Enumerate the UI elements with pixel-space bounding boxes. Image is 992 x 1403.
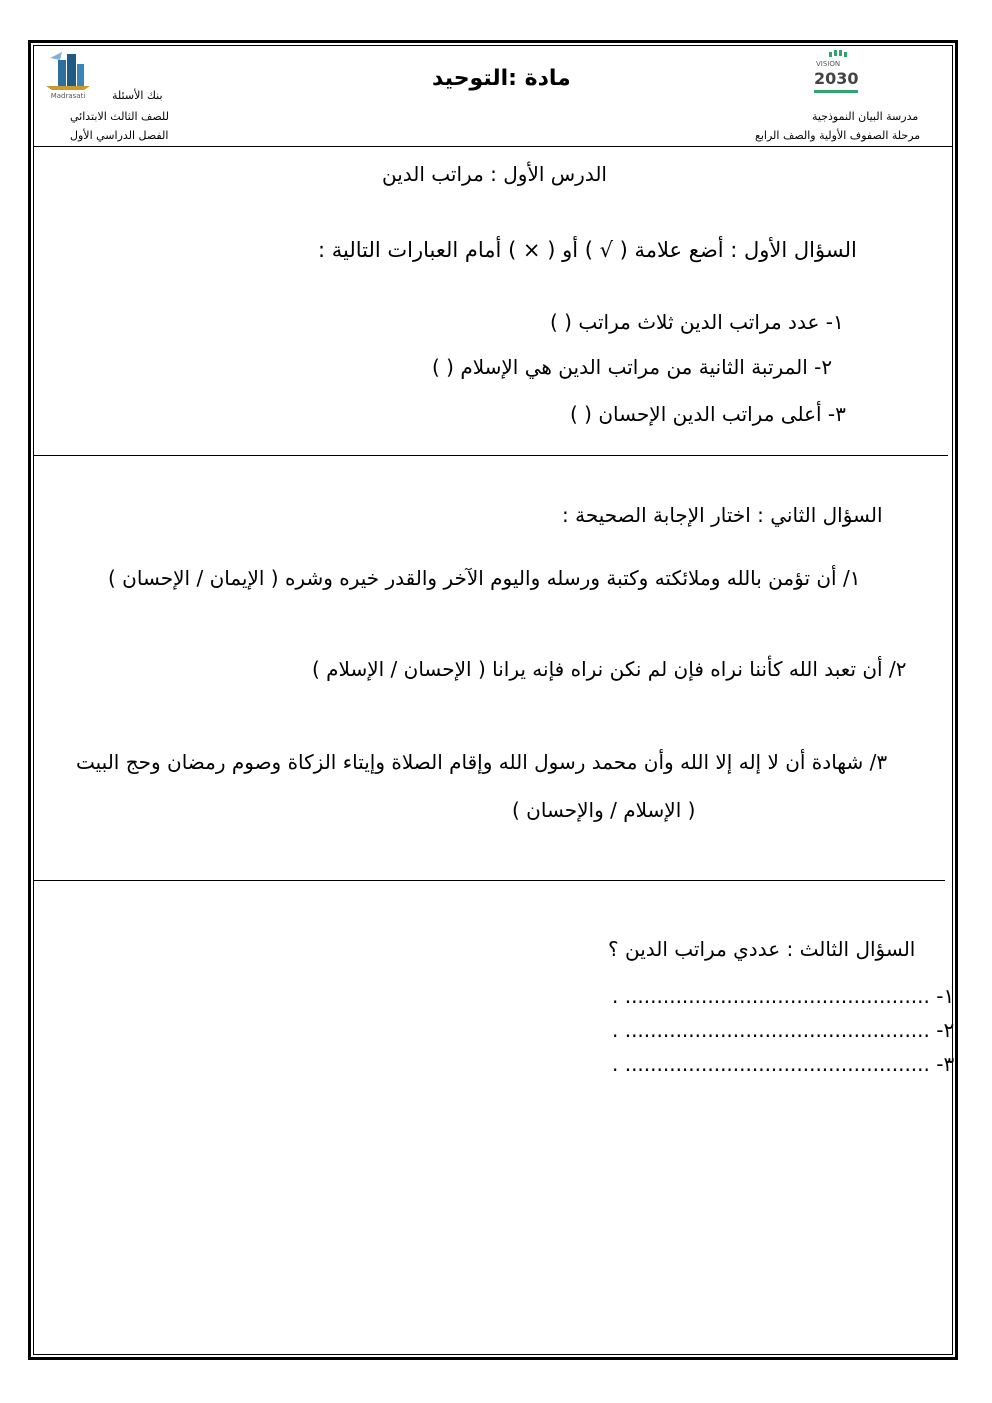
school-stage: مرحلة الصفوف الأولية والصف الرابع [755, 129, 921, 142]
section1-divider [33, 455, 948, 456]
header-left-line1: بنك الأسئلة [112, 89, 163, 102]
q3-answer-line-3: ٣- ................................................ . [612, 1052, 955, 1076]
q2-item-2: ٢/ أن تعبد الله كأننا نراه فإن لم نكن نراه فإنه يرانا ( الإحسان / الإسلام ) [312, 657, 907, 681]
q2-item-1: ١/ أن تؤمن بالله وملائكته وكتبة ورسله واليوم الآخر والقدر خيره وشره ( الإيمان / الإحسان ) [108, 566, 861, 590]
q3-prompt: السؤال الثالث : عددي مراتب الدين ؟ [608, 937, 916, 961]
q1-item-3: ٣- أعلى مراتب الدين الإحسان ( ) [570, 402, 846, 426]
vision-label: VISION [816, 60, 841, 68]
section2-divider [33, 880, 945, 881]
q3-answer-line-1: ١- ................................................ . [612, 984, 955, 1008]
q2-item-3: ٣/ شهادة أن لا إله إلا الله وأن محمد رسول الله وإقام الصلاة وإيتاء الزكاة وصوم رمضان وحج البيت [76, 750, 888, 774]
lesson-title: الدرس الأول : مراتب الدين [382, 162, 607, 186]
page-title: مادة :التوحيد [432, 66, 571, 91]
q3-answer-line-2: ٢- ................................................ . [612, 1018, 955, 1042]
q2-prompt: السؤال الثاني : اختار الإجابة الصحيحة : [562, 503, 883, 527]
q1-prompt: السؤال الأول : أضع علامة ( √ ) أو ( × ) أمام العبارات التالية : [318, 238, 857, 262]
vision-year: 2030 [814, 69, 859, 88]
vision-2030-logo-icon [810, 50, 866, 98]
header-divider [33, 146, 953, 147]
q2-item-3-options: ( الإسلام / والإحسان ) [512, 798, 696, 822]
header-left-line3: الفصل الدراسي الأول [70, 129, 169, 142]
madrasati-logo-icon [40, 50, 96, 102]
q1-item-2: ٢- المرتبة الثانية من مراتب الدين هي الإسلام ( ) [432, 355, 833, 379]
school-name: مدرسة البيان النموذجية [812, 110, 919, 123]
header-left-line2: للصف الثالث الابتدائي [70, 110, 169, 123]
logo-brand: Madrasati [50, 92, 86, 100]
q1-item-1: ١- عدد مراتب الدين ثلاث مراتب ( ) [550, 310, 844, 334]
